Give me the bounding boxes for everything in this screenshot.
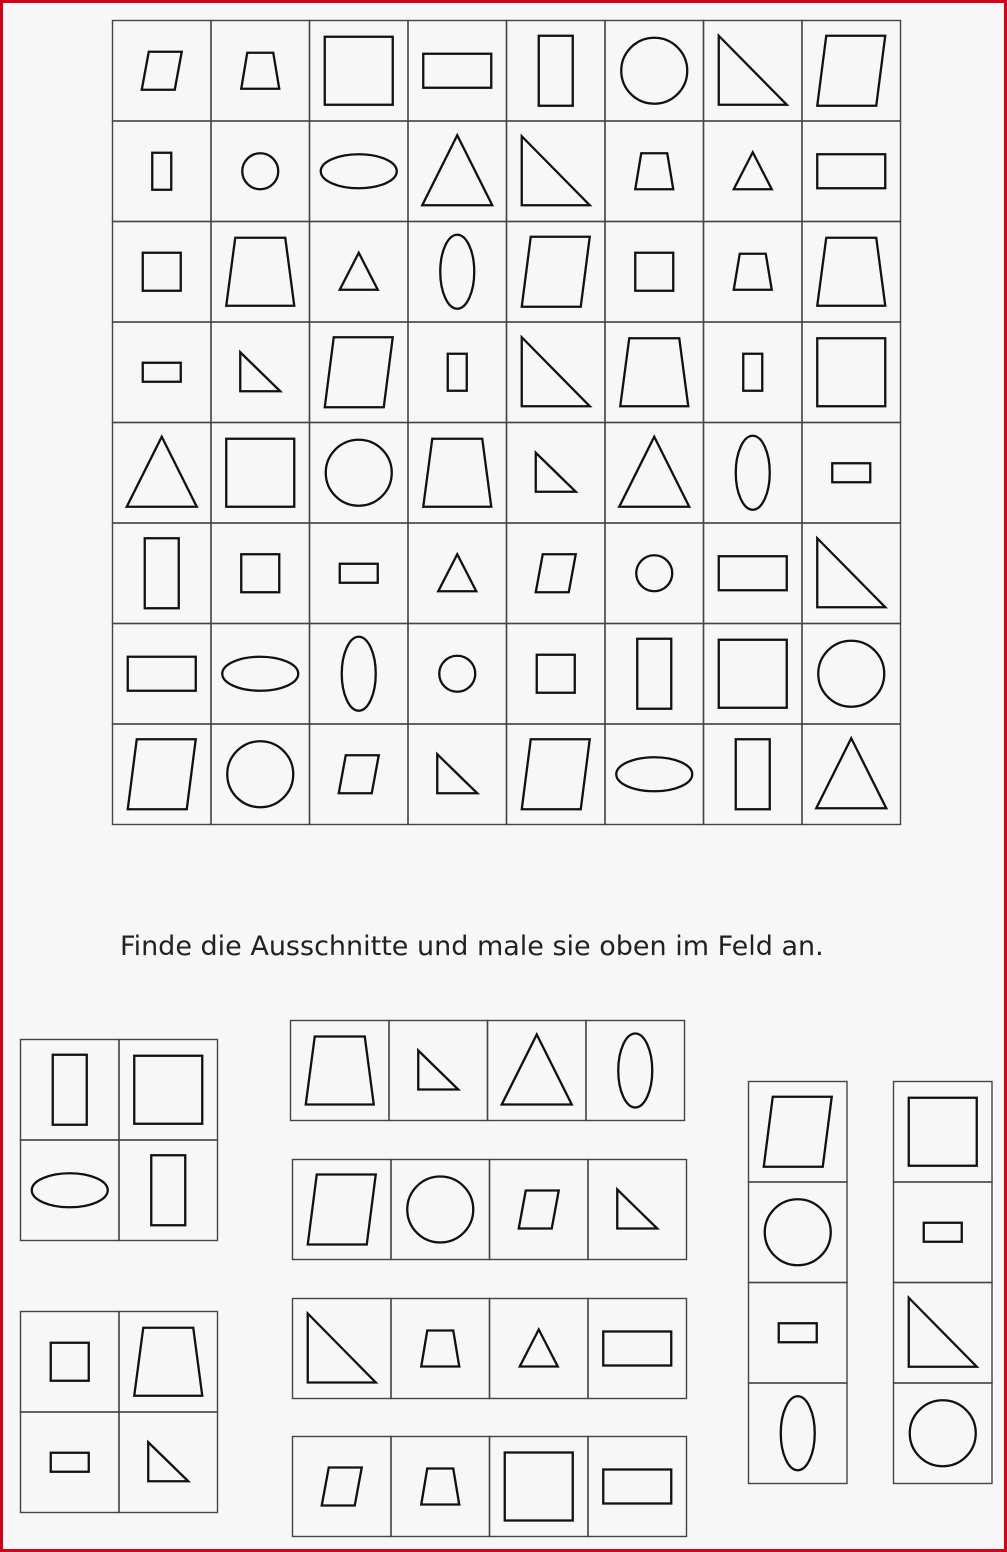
- square-shape: [505, 1453, 573, 1521]
- cutout-piece-row-2: [292, 1159, 687, 1260]
- trapezoid-shape: [817, 238, 885, 306]
- grid-cell: [704, 322, 803, 423]
- parallelogram-shape: [128, 739, 196, 809]
- triangle-shape: [522, 136, 590, 205]
- rect-shape: [145, 538, 179, 608]
- cutout-piece-2x2-a: [20, 1039, 218, 1241]
- triangle-shape: [619, 437, 689, 507]
- grid-cell: [310, 222, 409, 323]
- grid-cell: [749, 1383, 848, 1484]
- rect-shape: [779, 1323, 817, 1342]
- trapezoid-shape: [421, 1469, 459, 1505]
- triangle-shape: [522, 337, 590, 406]
- main-shape-grid: [112, 20, 901, 825]
- trapezoid-shape: [620, 338, 688, 406]
- triangle-shape: [148, 1442, 188, 1481]
- parallelogram-shape: [142, 52, 182, 90]
- trapezoid-shape: [635, 153, 673, 189]
- ellipse-shape: [342, 637, 376, 711]
- trapezoid-shape: [306, 1037, 374, 1105]
- rect-shape: [128, 657, 196, 691]
- grid-cell: [391, 1160, 490, 1260]
- circle-shape: [818, 641, 884, 707]
- grid-cell: [21, 1312, 120, 1413]
- grid-cell: [490, 1160, 589, 1260]
- grid-cell: [802, 624, 901, 725]
- grid-cell: [605, 724, 704, 825]
- cutout-piece-row-4: [292, 1436, 687, 1537]
- parallelogram-shape: [325, 337, 393, 407]
- parallelogram-shape: [308, 1175, 376, 1245]
- ellipse-shape: [222, 657, 298, 691]
- circle-shape: [765, 1199, 831, 1265]
- grid-cell: [408, 222, 507, 323]
- grid-cell: [211, 21, 310, 122]
- cutout-piece-column-2: [893, 1081, 993, 1484]
- grid-cell: [310, 624, 409, 725]
- grid-cell: [802, 222, 901, 323]
- grid-cell: [211, 724, 310, 825]
- grid-cell: [605, 523, 704, 624]
- trapezoid-shape: [423, 439, 491, 507]
- triangle-shape: [536, 453, 576, 492]
- grid-cell: [211, 523, 310, 624]
- triangle-shape: [816, 738, 886, 808]
- square-shape: [537, 655, 575, 693]
- circle-shape: [439, 656, 475, 692]
- grid-cell: [391, 1299, 490, 1399]
- grid-cell: [605, 21, 704, 122]
- parallelogram-shape: [764, 1097, 832, 1167]
- grid-cell: [211, 121, 310, 222]
- rect-shape: [743, 354, 762, 391]
- triangle-shape: [340, 253, 378, 290]
- rect-shape: [637, 639, 671, 709]
- ellipse-shape: [618, 1034, 652, 1108]
- grid-cell: [605, 222, 704, 323]
- cutout-piece-row-3: [292, 1298, 687, 1399]
- triangle-shape: [418, 1051, 458, 1090]
- grid-cell: [408, 523, 507, 624]
- grid-cell: [113, 21, 212, 122]
- circle-shape: [407, 1177, 473, 1243]
- square-shape: [817, 338, 885, 406]
- square-shape: [143, 253, 181, 291]
- parallelogram-shape: [339, 755, 379, 793]
- grid-cell: [408, 423, 507, 524]
- triangle-shape: [520, 1330, 558, 1367]
- rect-shape: [539, 36, 573, 106]
- grid-cell: [408, 624, 507, 725]
- grid-cell: [391, 1437, 490, 1537]
- cutout-piece-2x2-b: [20, 1311, 218, 1513]
- parallelogram-shape: [522, 237, 590, 307]
- grid-cell: [802, 423, 901, 524]
- grid-cell: [21, 1140, 120, 1241]
- triangle-shape: [438, 554, 476, 591]
- instruction-text: Finde die Ausschnitte und male sie oben im Feld an.: [120, 931, 824, 962]
- cutout-piece-row-1: [290, 1020, 685, 1121]
- parallelogram-shape: [519, 1191, 559, 1229]
- grid-cell: [119, 1312, 218, 1413]
- square-shape: [241, 554, 279, 592]
- triangle-shape: [240, 352, 280, 391]
- square-shape: [909, 1098, 977, 1166]
- circle-shape: [621, 38, 687, 104]
- triangle-shape: [422, 135, 492, 205]
- rect-shape: [719, 556, 787, 590]
- triangle-shape: [127, 437, 197, 507]
- rect-shape: [151, 1155, 185, 1225]
- trapezoid-shape: [421, 1331, 459, 1367]
- grid-cell: [113, 222, 212, 323]
- grid-cell: [211, 222, 310, 323]
- trapezoid-shape: [241, 53, 279, 89]
- triangle-shape: [617, 1190, 657, 1229]
- ellipse-shape: [32, 1173, 108, 1207]
- triangle-shape: [308, 1314, 376, 1383]
- grid-cell: [113, 322, 212, 423]
- triangle-shape: [909, 1298, 977, 1367]
- rect-shape: [51, 1453, 89, 1472]
- grid-cell: [310, 724, 409, 825]
- grid-cell: [113, 121, 212, 222]
- rect-shape: [603, 1332, 671, 1366]
- rect-shape: [448, 354, 467, 391]
- square-shape: [635, 253, 673, 291]
- grid-cell: [408, 322, 507, 423]
- circle-shape: [242, 153, 278, 189]
- grid-cell: [586, 1021, 685, 1121]
- grid-cell: [310, 523, 409, 624]
- grid-cell: [490, 1299, 589, 1399]
- grid-cell: [704, 222, 803, 323]
- rect-shape: [340, 564, 378, 583]
- parallelogram-shape: [322, 1468, 362, 1506]
- square-shape: [325, 37, 393, 105]
- square-shape: [226, 439, 294, 507]
- ellipse-shape: [736, 436, 770, 510]
- rect-shape: [736, 739, 770, 809]
- triangle-shape: [437, 754, 477, 793]
- grid-cell: [605, 121, 704, 222]
- grid-cell: [310, 121, 409, 222]
- triangle-shape: [734, 152, 772, 189]
- cutout-piece-column-1: [748, 1081, 848, 1484]
- grid-cell: [21, 1412, 120, 1513]
- square-shape: [51, 1343, 89, 1381]
- rect-shape: [817, 154, 885, 188]
- grid-cell: [894, 1182, 993, 1283]
- rect-shape: [152, 153, 171, 190]
- grid-cell: [704, 423, 803, 524]
- ellipse-shape: [616, 757, 692, 791]
- rect-shape: [423, 54, 491, 88]
- ellipse-shape: [781, 1396, 815, 1470]
- grid-cell: [211, 624, 310, 725]
- square-shape: [719, 640, 787, 708]
- trapezoid-shape: [734, 254, 772, 290]
- rect-shape: [832, 463, 870, 482]
- rect-shape: [924, 1223, 962, 1242]
- triangle-shape: [817, 538, 885, 607]
- circle-shape: [227, 741, 293, 807]
- parallelogram-shape: [817, 36, 885, 106]
- circle-shape: [326, 440, 392, 506]
- grid-cell: [310, 423, 409, 524]
- circle-shape: [910, 1400, 976, 1466]
- grid-cell: [507, 523, 606, 624]
- parallelogram-shape: [536, 554, 576, 592]
- grid-cell: [704, 121, 803, 222]
- grid-cell: [749, 1182, 848, 1283]
- rect-shape: [603, 1470, 671, 1504]
- rect-shape: [143, 363, 181, 382]
- ellipse-shape: [440, 235, 474, 309]
- grid-cell: [293, 1437, 392, 1537]
- square-shape: [134, 1056, 202, 1124]
- circle-shape: [636, 555, 672, 591]
- parallelogram-shape: [522, 739, 590, 809]
- ellipse-shape: [321, 154, 397, 188]
- trapezoid-shape: [226, 238, 294, 306]
- grid-cell: [894, 1383, 993, 1484]
- triangle-shape: [719, 36, 787, 105]
- grid-cell: [605, 322, 704, 423]
- grid-cell: [507, 624, 606, 725]
- grid-cell: [749, 1283, 848, 1384]
- rect-shape: [53, 1055, 87, 1125]
- triangle-shape: [502, 1035, 572, 1105]
- trapezoid-shape: [134, 1328, 202, 1396]
